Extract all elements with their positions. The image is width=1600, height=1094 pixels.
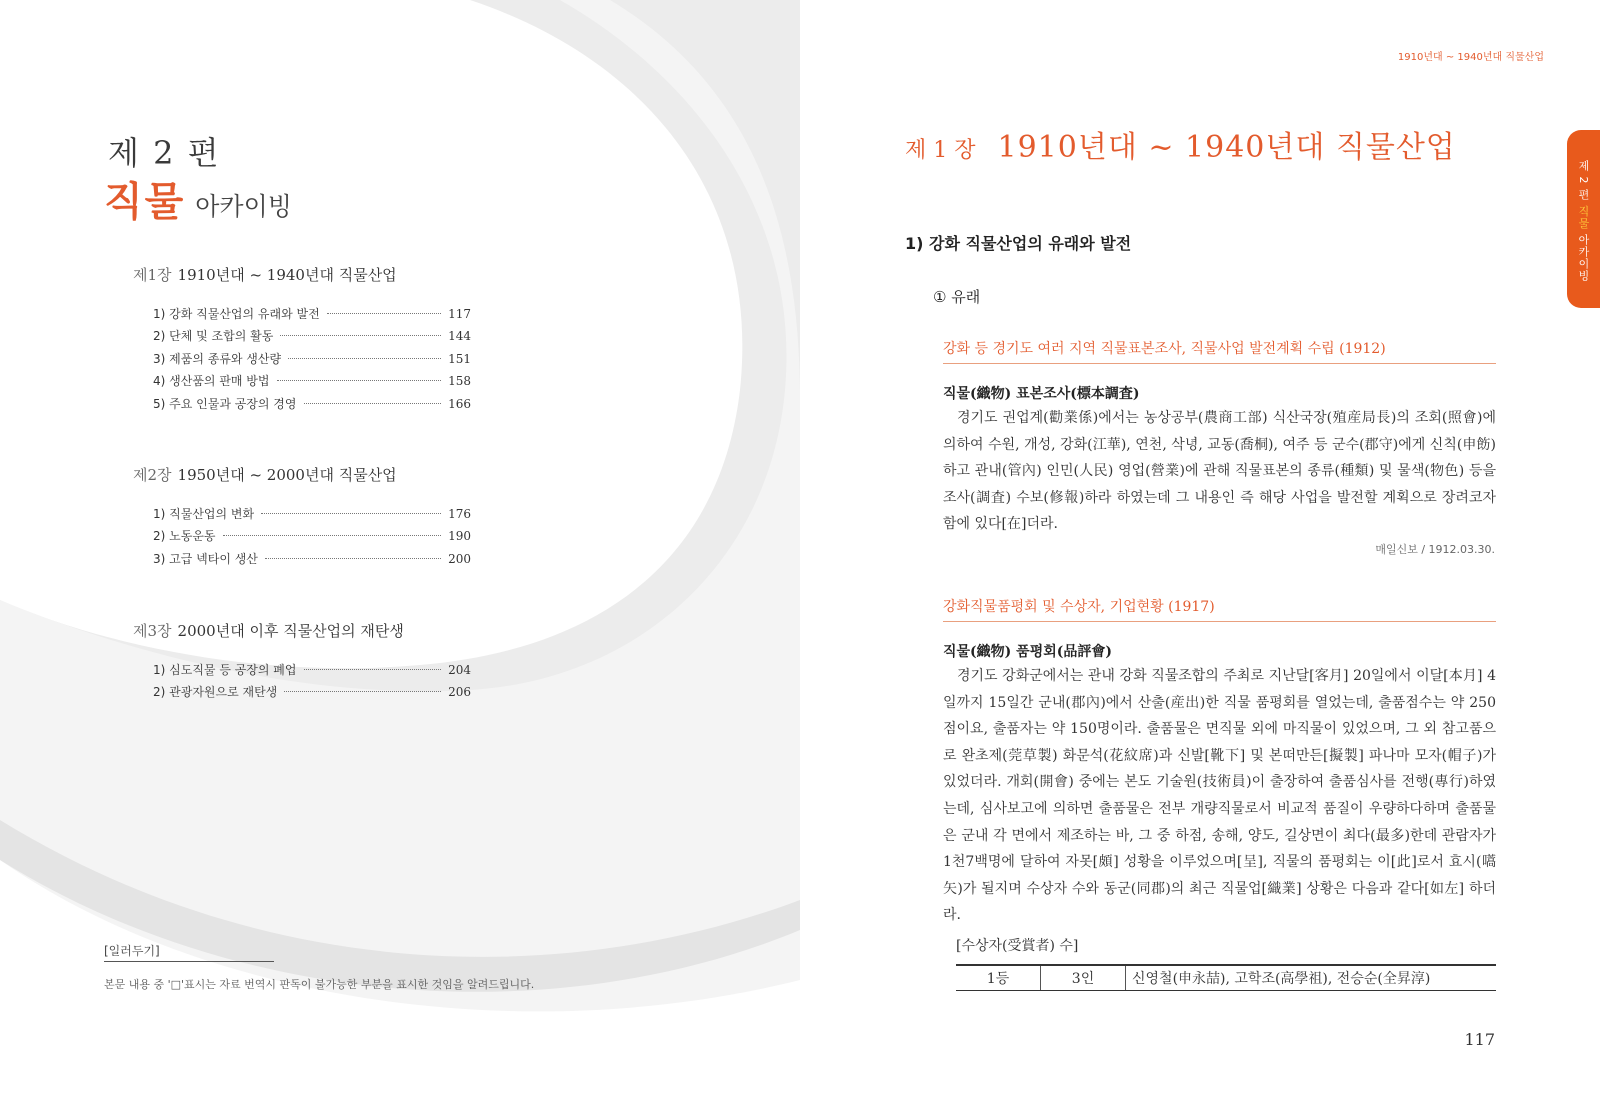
toc-chapter-number: 제1장: [133, 266, 172, 284]
toc-leader: [277, 380, 442, 381]
toc-item[interactable]: [153, 683, 471, 705]
toc-item-label: 2) 단체 및 조합의 활동: [153, 329, 274, 344]
section-heading: 1) 강화 직물산업의 유래와 발전: [905, 234, 1132, 253]
toc-item-page: 144: [448, 329, 471, 344]
toc-leader: [327, 313, 441, 314]
toc-list-3: [153, 661, 471, 706]
subsection-heading: ① 유래: [933, 288, 981, 306]
side-tab-highlight: 직물: [1577, 205, 1590, 230]
toc-leader: [288, 358, 441, 359]
notice-title: [일러두기]: [104, 944, 160, 958]
chapter-heading: [905, 122, 1456, 166]
toc-item-page: 117: [448, 307, 471, 321]
toc-item-page: 158: [448, 374, 471, 389]
toc-item-page: 166: [448, 396, 471, 411]
side-tab-suffix: 아카이빙: [1577, 234, 1590, 282]
article-title-1: 직물(織物) 표본조사(標本調査): [943, 386, 1140, 402]
toc-item-label: 3) 고급 넥타이 생산: [153, 551, 258, 566]
part-title: [104, 170, 292, 227]
toc-chapter-2[interactable]: [133, 464, 397, 485]
toc-item[interactable]: [153, 305, 471, 327]
toc-item-page: 204: [448, 663, 471, 677]
toc-item-label: 1) 직물산업의 변화: [153, 507, 255, 521]
winners-table: [956, 964, 1496, 991]
toc-chapter-3[interactable]: [133, 620, 404, 641]
toc-item-page: 206: [448, 685, 471, 700]
table-row: [956, 965, 1496, 991]
toc-item-page: 176: [448, 507, 471, 521]
toc-item-page: 190: [448, 529, 471, 544]
toc-chapter-title: 2000년대 이후 직물산업의 재탄생: [177, 622, 404, 640]
toc-item[interactable]: [153, 350, 471, 372]
toc-item-label: 3) 제품의 종류와 생산량: [153, 351, 282, 366]
toc-leader: [280, 335, 441, 336]
toc-list-2: [153, 505, 471, 572]
toc-item[interactable]: [153, 527, 471, 549]
article-topic-2: 강화직물품평회 및 수상자, 기업현황 (1917): [943, 596, 1496, 622]
chapter-number: 제 1 장: [905, 138, 976, 163]
part-label: 제 2 편: [108, 134, 221, 172]
toc-list-1: [153, 305, 471, 417]
toc-chapter-number: 제3장: [133, 622, 172, 640]
article-title-2: 직물(織物) 품평회(品評會): [943, 644, 1112, 660]
toc-chapter-number: 제2장: [133, 466, 172, 484]
article-body-1: 경기도 권업계(勸業係)에서는 농상공부(農商工部) 식산국장(殖産局長)의 조회(照會)에 의하여 수원, 개성, 강화(江華), 연천, 삭녕, 교동(喬桐), 여주 등 군수(郡守)에게 신칙(申飭)하고 관내(管內) 인민(人民) 영업(營業)에 관해 직물표본의 종류(種類) 및 물색(物色) 등을 조사(調査) 수보(修報)하라 하였는데 그 내용인 즉 해당 사업을 발전할 계획으로 장려코자 함에 있다[在]더라.: [943, 410, 1496, 533]
article-body-2: 경기도 강화군에서는 관내 강화 직물조합의 주최로 지난달[客月] 20일에서 이달[本月] 4일까지 15일간 군내(郡內)에서 산출(産出)한 직물 품평회를 열었는데, 출품점수는 약 250점이요, 출품자는 약 150명이라. 출품물은 면직물 외에 마직물이 있었으며, 그 외 참고품으로 완초제(莞草製) 화문석(花紋席)과 신발[靴下] 및 본떠만든[擬製] 파나마 모자(帽子)가 있었더라. 개회(開會) 중에는 본도 기술원(技術員)이 출장하여 출품심사를 전행(專行)하였는데, 심사보고에 의하면 출품물은 전부 개량직물로서 비교적 품질이 우량하다하며 출품물은 군내 각 면에서 제조하는 바, 그 중 하점, 송해, 양도, 길상면이 최다(最多)한데 관람자가 1천7백명에 달하여 자못[頗] 성황을 이루었으며[呈], 직물의 품평회는 이[此]로서 효시(嚆矢)가 될지며 수상자 수와 동군(同郡)의 최근 직물업[織業] 상황은 다음과 같다[如左] 하더라.: [943, 668, 1496, 924]
part-title-sub: 아카이빙: [195, 192, 292, 221]
toc-chapter-1[interactable]: [133, 264, 397, 285]
toc-leader: [304, 403, 442, 404]
toc-item-page: 200: [448, 551, 471, 566]
toc-item[interactable]: [153, 372, 471, 394]
toc-item[interactable]: [153, 661, 471, 683]
toc-item-page: 151: [448, 351, 471, 366]
toc-item-label: 4) 생산품의 판매 방법: [153, 374, 270, 389]
right-page: [800, 0, 1600, 1094]
toc-item[interactable]: [153, 327, 471, 349]
article-topic-1: 강화 등 경기도 여러 지역 직물표본조사, 직물사업 발전계획 수립 (1912): [943, 338, 1496, 364]
notice-divider: [104, 961, 274, 962]
names-cell: 신영철(申永喆), 고학조(高學祖), 전승순(全昇淳): [1126, 965, 1497, 991]
rank-cell: 1등: [956, 965, 1041, 991]
toc-chapter-title: 1910년대 ~ 1940년대 직물산업: [177, 266, 397, 284]
article-source: 매일신보 / 1912.03.30.: [1375, 543, 1495, 556]
chapter-title: 1910년대 ~ 1940년대 직물산업: [997, 130, 1456, 165]
part-side-tab[interactable]: [1567, 130, 1600, 308]
running-head: 1910년대 ~ 1940년대 직물산업: [1397, 52, 1544, 63]
toc-item-label: 2) 관광자원으로 재탄생: [153, 685, 278, 700]
count-cell: 3인: [1041, 965, 1126, 991]
toc-item-label: 5) 주요 인물과 공장의 경영: [153, 396, 297, 411]
toc-leader: [284, 691, 441, 692]
part-title-main: 직물: [104, 178, 186, 225]
toc-item[interactable]: [153, 505, 471, 527]
toc-item-label: 1) 강화 직물산업의 유래와 발전: [153, 307, 320, 321]
notice-text: 본문 내용 중 '□'표시는 자료 번역시 판독이 불가능한 부분을 표시한 것임을 알려드립니다.: [104, 978, 535, 991]
toc-leader: [304, 669, 442, 670]
toc-leader: [265, 558, 441, 559]
page-number: 117: [1464, 1030, 1495, 1049]
side-tab-prefix: 제 2 편: [1577, 160, 1590, 201]
table-caption: [수상자(受賞者) 수]: [956, 938, 1079, 954]
toc-leader: [261, 513, 441, 514]
side-tab-label: [1575, 160, 1591, 282]
toc-chapter-title: 1950년대 ~ 2000년대 직물산업: [177, 466, 397, 484]
toc-item[interactable]: [153, 395, 471, 417]
toc-leader: [223, 535, 442, 536]
toc-item[interactable]: [153, 550, 471, 572]
toc-item-label: 2) 노동운동: [153, 529, 216, 544]
toc-item-label: 1) 심도직물 등 공장의 폐업: [153, 663, 297, 677]
